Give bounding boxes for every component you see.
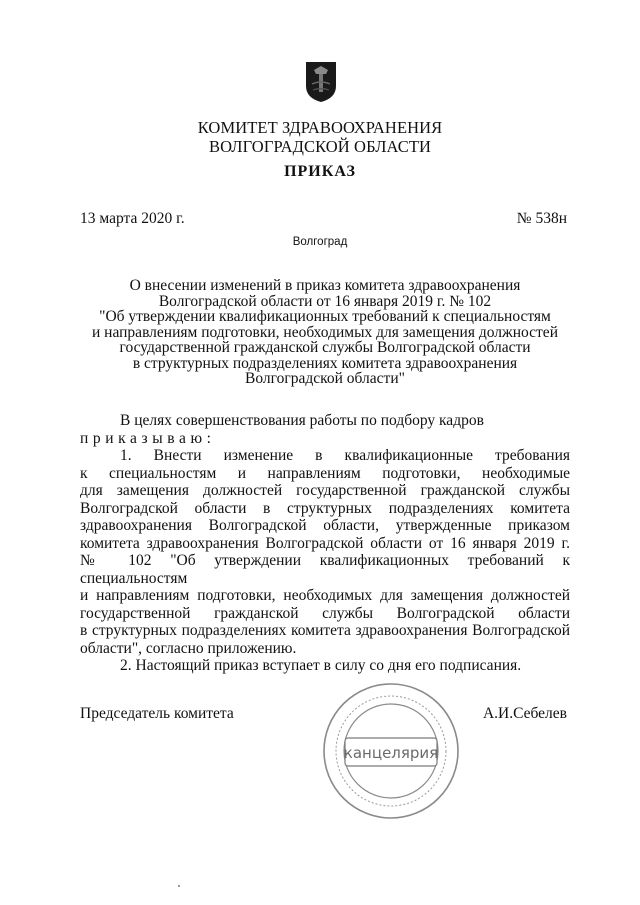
- subject-line: в структурных подразделениях комитета здравоохранения: [132, 354, 518, 372]
- org-name-line2: ВОЛГОГРАДСКОЙ ОБЛАСТИ: [208, 137, 432, 156]
- subject-line: Волгоградской области от 16 января 2019 г. № 102: [158, 292, 492, 310]
- signatory-position: Председатель комитета: [80, 705, 234, 722]
- document-subject: [80, 278, 570, 387]
- document-body: [80, 412, 570, 675]
- office-stamp: [320, 680, 462, 822]
- scan-speck: [178, 885, 180, 887]
- signatory-name: А.И.Себелев: [482, 705, 567, 722]
- document-type: ПРИКАЗ: [284, 163, 356, 180]
- paragraph-1-line: государственной гражданской службы Волгоградской области: [80, 604, 570, 622]
- paragraph-2: 2. Настоящий приказ вступает в силу со дня его подписания.: [120, 657, 522, 674]
- order-word: приказываю:: [80, 429, 216, 447]
- document-city: Волгоград: [292, 236, 348, 248]
- paragraph-1-line: комитета здравоохранения Волгоградской области от 16 января 2019 г.: [80, 534, 570, 552]
- paragraph-1-line: для замещения должностей государственной гражданской службы: [80, 482, 570, 499]
- paragraph-1-line: здравоохранения Волгоградской области, утвержденные приказом: [80, 517, 570, 534]
- subject-line: "Об утверждении квалификационных требований к специальностям: [99, 308, 551, 325]
- body-intro: В целях совершенствования работы по подбору кадров: [120, 412, 484, 429]
- document-number: № 538н: [516, 210, 567, 227]
- subject-line: и направлениям подготовки, необходимых для замещения должностей: [92, 323, 558, 341]
- paragraph-1-line: и направлениям подготовки, необходимых для замещения должностей: [80, 587, 570, 604]
- subject-line: государственной гражданской службы Волгоградской области: [119, 339, 531, 356]
- subject-line: О внесении изменений в приказ комитета здравоохранения: [129, 277, 521, 294]
- document-date: 13 марта 2020 г.: [80, 210, 185, 227]
- coat-of-arms-emblem: [304, 60, 338, 104]
- paragraph-1-line: в структурных подразделениях комитета здравоохранения Волгоградской: [80, 622, 570, 639]
- stamp-center-text: канцелярия: [343, 744, 439, 762]
- paragraph-1-line: № 102 "Об утверждении квалификационных требований к специальностям: [80, 552, 570, 587]
- paragraph-1-line: Волгоградской области в структурных подразделениях комитета: [80, 499, 570, 517]
- org-name-line1: КОМИТЕТ ЗДРАВООХРАНЕНИЯ: [197, 118, 443, 137]
- paragraph-1-last-line: области", согласно приложению.: [80, 639, 297, 657]
- paragraph-1-line: к специальностям и направлениям подготовки, необходимые: [80, 464, 570, 482]
- paragraph-1-line: 1. Внести изменение в квалификационные требования: [120, 447, 570, 464]
- subject-line: Волгоградской области": [245, 370, 405, 387]
